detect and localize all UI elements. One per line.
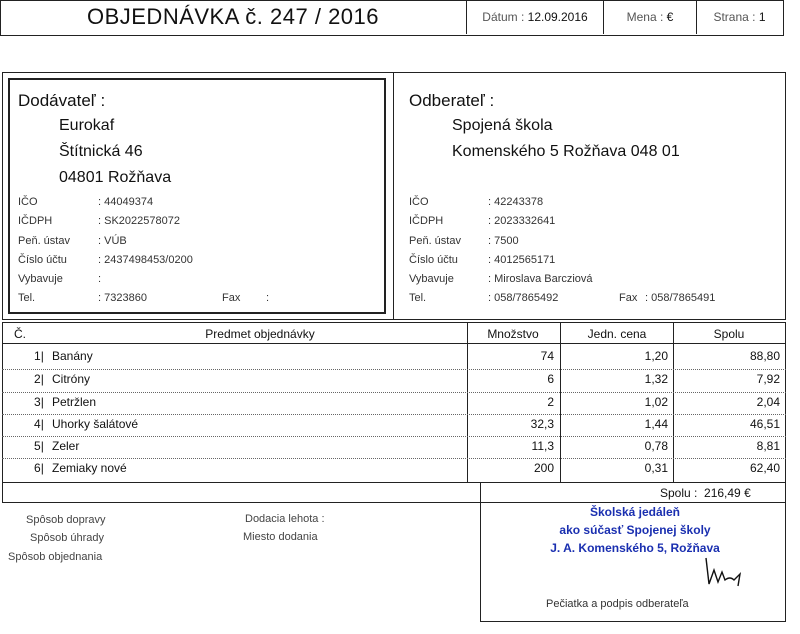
supplier-ico-value: : 44049374 [98,196,154,208]
row-price: 1,32 [644,372,668,386]
stamp-line-2: ako súčasť Spojenej školy [559,523,711,537]
supplier-icdph-label: IČDPH [18,215,53,227]
table-row [6,436,786,458]
handwritten-signature [700,550,748,590]
row-num: 6| [34,461,44,475]
customer-handler-value: : Miroslava Barcziová [488,273,593,285]
customer-tel-value: : 058/7865492 [488,292,559,304]
order-title: OBJEDNÁVKA č. 247 / 2016 [0,0,467,34]
row-item: Uhorky šalátové [52,417,139,431]
row-total: 2,04 [756,395,780,409]
row-total: 88,80 [749,349,780,363]
row-item: Banány [52,349,93,363]
page-cell [697,0,782,34]
customer-fax-value: : 058/7865491 [645,292,716,304]
customer-fax-label: Fax [619,292,638,304]
supplier-fax-label: Fax [222,292,241,304]
customer-address: Komenského 5 Rožňava 048 01 [452,143,680,160]
supplier-heading: Dodávateľ : [18,91,106,110]
supplier-handler-value: : [98,273,105,285]
table-row [6,458,786,480]
row-item: Zemiaky nové [52,461,127,475]
date-value: 12.09.2016 [527,10,588,24]
row-total: 7,92 [756,372,780,386]
row-item: Citróny [52,372,91,386]
delivery-deadline-label: Dodacia lehota : [245,513,325,525]
customer-bank-label: Peň. ústav [409,235,461,247]
row-qty: 200 [533,461,554,475]
sum-rule [2,502,786,503]
row-num: 1| [34,349,44,363]
col-header-qty: Množstvo [487,327,539,341]
row-total: 46,51 [749,417,780,431]
customer-handler-label: Vybavuje [409,273,454,285]
row-num: 5| [34,439,44,453]
supplier-fax-value: : [266,292,273,304]
row-num: 4| [34,417,44,431]
col-header-price: Jedn. cena [587,327,647,341]
order-header [0,0,784,36]
customer-ico-value: : 42243378 [488,196,544,208]
row-qty: 6 [547,372,554,386]
col-header-total: Spolu [713,327,745,341]
supplier-city: 04801 Rožňava [59,169,172,186]
row-qty: 2 [547,395,554,409]
page-value: 1 [758,10,766,24]
supplier-tel-value: : 7323860 [98,292,147,304]
footer-bottom-rule [480,621,786,622]
supplier-bank-value: : VÚB [98,235,127,247]
school-stamp [500,505,770,555]
table-row [6,346,786,368]
stamp-line-1: Školská jedáleň [589,505,681,519]
row-price: 1,02 [644,395,668,409]
table-bottom-rule [2,482,786,483]
date-label: Dátum : [482,10,525,24]
row-price: 0,78 [644,439,668,453]
supplier-box [8,78,386,314]
customer-bank-value: : 7500 [488,235,519,247]
parties-divider [393,72,394,320]
supplier-ico-label: IČO [18,196,38,208]
row-qty: 74 [540,349,554,363]
delivery-place-label: Miesto dodania [243,531,318,543]
customer-heading: Odberateľ : [409,91,495,110]
row-price: 0,31 [644,461,668,475]
customer-icdph-value: : 2023332641 [488,215,556,227]
col-header-num: Č. [14,327,26,341]
customer-account-value: : 4012565171 [488,254,556,266]
customer-ico-label: IČO [409,196,429,208]
supplier-handler-label: Vybavuje [18,273,63,285]
footer-divider [480,482,481,622]
customer-tel-label: Tel. [409,292,427,304]
page-label: Strana : [713,10,756,24]
order-method-label: Spôsob objednania [8,551,103,563]
col-header-item: Predmet objednávky [205,327,315,341]
supplier-account-value: : 2437498453/0200 [98,254,193,266]
supplier-street: Štítnická 46 [59,143,143,160]
customer-name: Spojená škola [452,117,553,134]
supplier-name: Eurokaf [59,117,115,134]
row-total: 62,40 [749,461,780,475]
table-header-rule [2,343,786,344]
table-row [6,392,786,414]
currency-label: Mena : [626,10,664,24]
supplier-bank-label: Peň. ústav [18,235,70,247]
table-top-rule [2,322,786,323]
sum-value: 216,49 € [704,486,751,500]
customer-account-label: Číslo účtu [409,254,458,266]
supplier-tel-label: Tel. [18,292,36,304]
row-item: Petržlen [52,395,97,409]
sum-row [660,486,751,500]
payment-method-label: Spôsob úhrady [30,532,104,544]
table-left-edge [2,322,3,502]
currency-value: € [666,10,674,24]
row-total: 8,81 [756,439,780,453]
footer-right-edge [785,502,786,622]
currency-cell [604,0,697,34]
date-cell [467,0,604,34]
customer-icdph-label: IČDPH [409,215,444,227]
table-row [6,369,786,391]
row-num: 3| [34,395,44,409]
row-num: 2| [34,372,44,386]
supplier-account-label: Číslo účtu [18,254,67,266]
row-qty: 11,3 [531,439,554,453]
row-qty: 32,3 [530,417,554,431]
table-row [6,414,786,436]
sum-label: Spolu : [660,486,698,500]
delivery-method-label: Spôsob dopravy [26,514,106,526]
row-price: 1,44 [644,417,668,431]
signature-caption: Pečiatka a podpis odberateľa [546,598,689,610]
stamp-line-3: J. A. Komenského 5, Rožňava [550,541,720,555]
row-item: Zeler [52,439,80,453]
supplier-icdph-value: : SK2022578072 [98,215,180,227]
row-price: 1,20 [644,349,668,363]
